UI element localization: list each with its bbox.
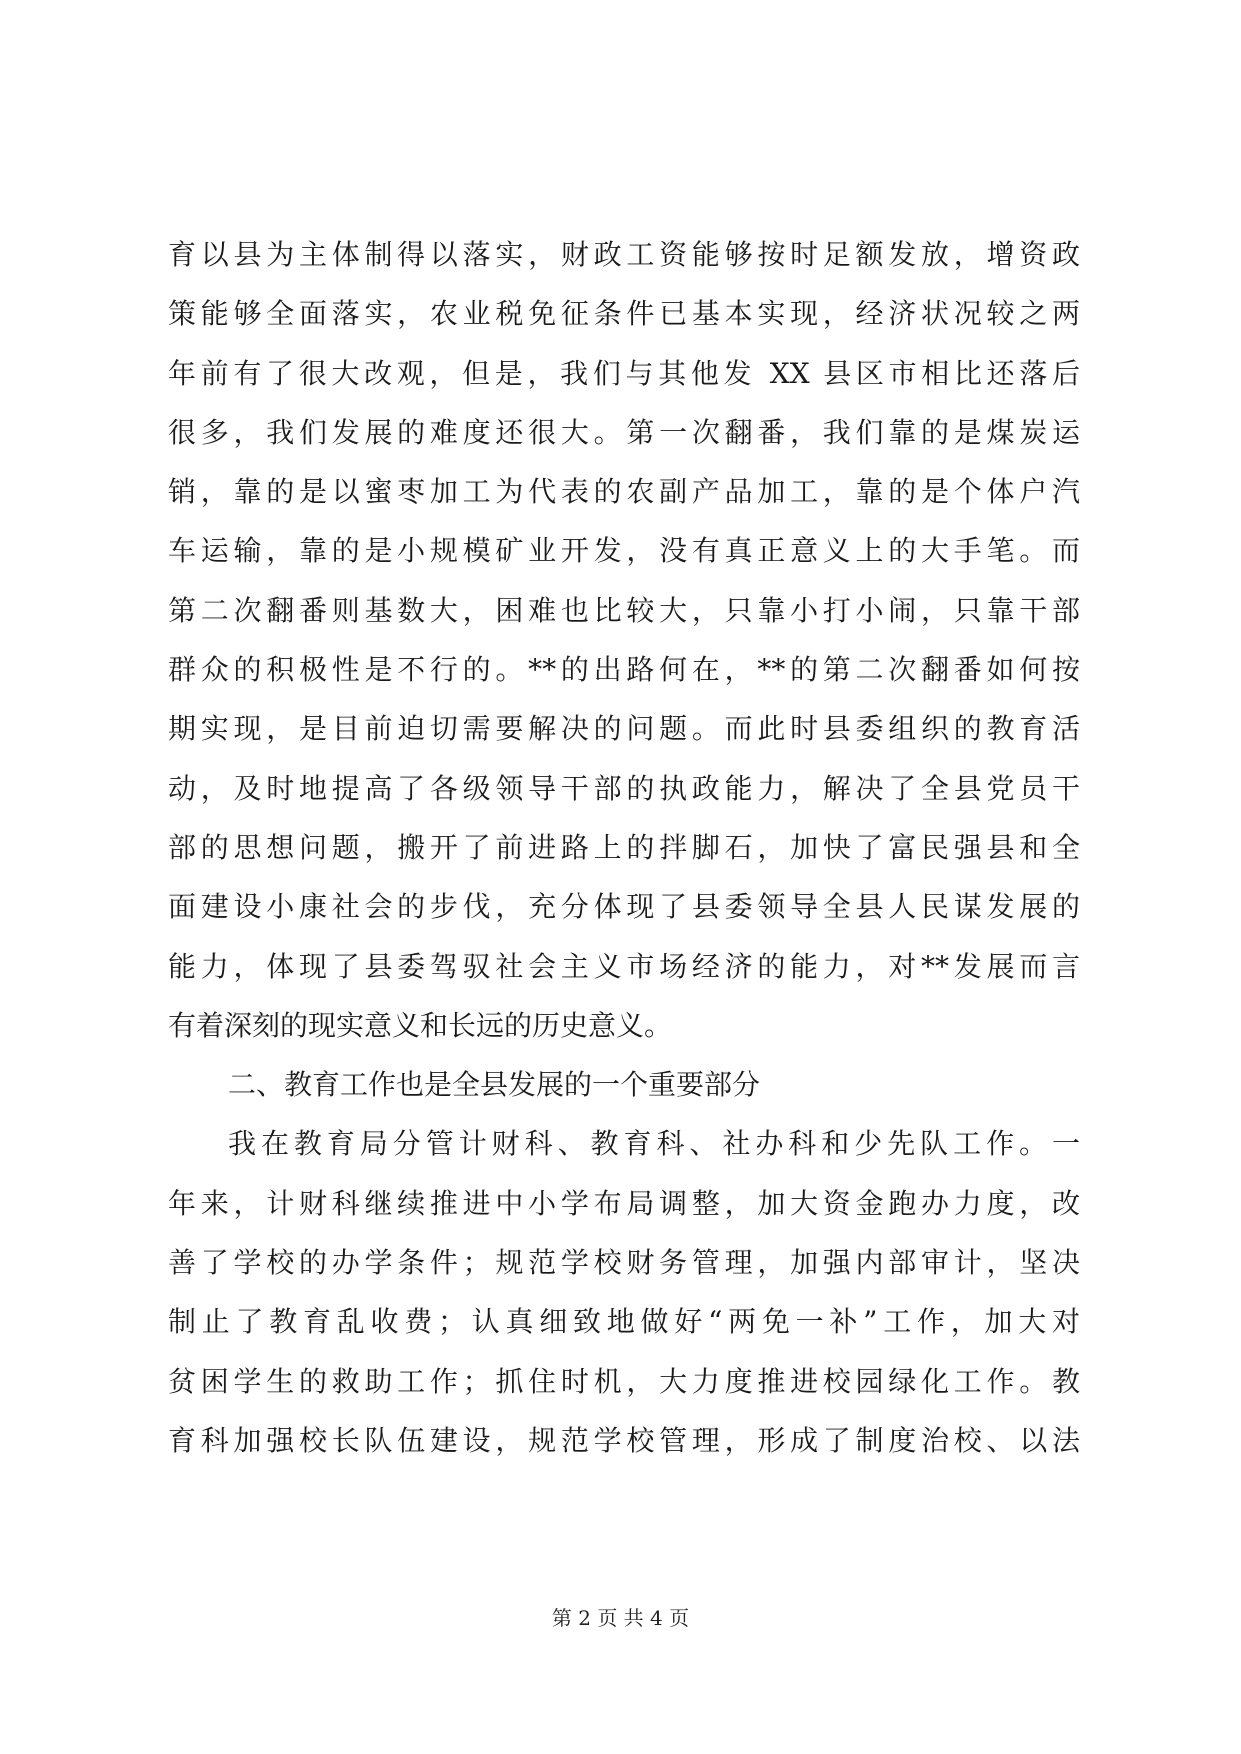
- text-line: 策能够全面落实，农业税免征条件已基本实现，经济状况较之两: [168, 297, 1080, 331]
- text-line: 贫困学生的救助工作；抓住时机，大力度推进校园绿化工作。教: [168, 1364, 1080, 1398]
- text-line: 面建设小康社会的步伐，充分体现了县委领导全县人民谋发展的: [168, 890, 1080, 924]
- text-line: 车运输，靠的是小规模矿业开发，没有真正意义上的大手笔。而: [168, 534, 1080, 568]
- text-line: 有着深刻的现实意义和长远的历史意义。: [168, 1008, 673, 1042]
- text-line: 善了学校的办学条件；规范学校财务管理，加强内部审计，坚决: [168, 1246, 1080, 1280]
- text-line: 育以县为主体制得以落实，财政工资能够按时足额发放，增资政: [168, 238, 1080, 271]
- text-line: 制止了教育乱收费；认真细致地做好“两免一补”工作，加大对: [168, 1305, 1080, 1339]
- text-line: 年前有了很大改观，但是，我们与其他发 XX 县区市相比还落后: [168, 356, 1080, 390]
- text-line: 年来，计财科继续推进中小学布局调整，加大资金跑办力度，改: [168, 1186, 1080, 1220]
- text-line: 群众的积极性是不行的。**的出路何在，**的第二次翻番如何按: [168, 653, 1080, 687]
- text-line: 第二次翻番则基数大，困难也比较大，只靠小打小闹，只靠干部: [168, 593, 1080, 627]
- section-heading: 二、教育工作也是全县发展的一个重要部分: [228, 1068, 761, 1102]
- document-body: [168, 225, 1080, 1470]
- text-line: 动，及时地提高了各级领导干部的执政能力，解决了全县党员干: [168, 771, 1080, 805]
- text-line: 部的思想问题，搬开了前进路上的拌脚石，加快了富民强县和全: [168, 830, 1080, 864]
- text-line: 我在教育局分管计财科、教育科、社办科和少先队工作。一: [228, 1127, 1080, 1161]
- text-line: 育科加强校长队伍建设，规范学校管理，形成了制度治校、以法: [168, 1423, 1080, 1457]
- text-line: 销，靠的是以蜜枣加工为代表的农副产品加工，靠的是个体户汽: [168, 475, 1080, 509]
- text-line: 很多，我们发展的难度还很大。第一次翻番，我们靠的是煤炭运: [168, 415, 1080, 449]
- text-line: 能力，体现了县委驾驭社会主义市场经济的能力，对**发展而言: [168, 949, 1080, 983]
- text-line: 期实现，是目前迫切需要解决的问题。而此时县委组织的教育活: [168, 712, 1080, 746]
- page-footer: 第 2 页 共 4 页: [551, 1606, 690, 1630]
